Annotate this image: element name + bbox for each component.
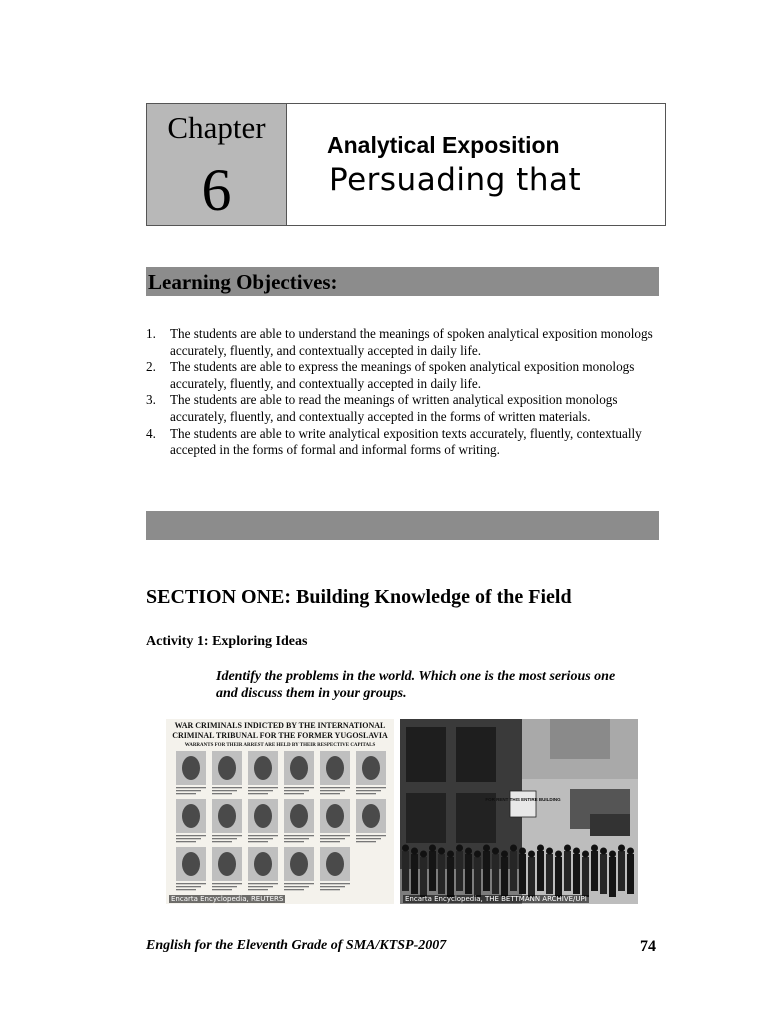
person-figure <box>618 851 625 891</box>
mugshot-face <box>326 756 344 780</box>
war-criminals-poster-image <box>166 719 394 904</box>
mugshot-caption-line <box>212 793 232 794</box>
objective-item: 3. The students are able to read the meanings of written analytical exposition monologs accurately, fluently, and contextually accepted in the forms of written materials. <box>146 392 618 424</box>
person-figure <box>591 851 598 891</box>
chapter-number: 6 <box>201 157 232 223</box>
person-head <box>627 848 634 855</box>
depression-street-photo <box>400 719 638 904</box>
mugshot-face <box>218 804 236 828</box>
person-head <box>447 851 454 858</box>
person-figure <box>492 854 499 894</box>
mugshot-caption-line <box>284 790 309 791</box>
mugshot-caption-line <box>176 838 201 839</box>
mugshot-caption-line <box>248 787 278 788</box>
chapter-header <box>146 103 666 226</box>
person-figure <box>465 854 472 894</box>
person-head <box>411 848 418 855</box>
page-number: 74 <box>640 938 656 955</box>
person-figure <box>420 857 427 897</box>
person-figure <box>582 857 589 897</box>
person-head <box>474 851 481 858</box>
person-figure <box>447 857 454 897</box>
mugshot-caption-line <box>212 790 237 791</box>
mugshot-caption-line <box>212 787 242 788</box>
person-figure <box>510 851 517 891</box>
person-head <box>483 845 490 852</box>
activity-instruction: Identify the problems in the world. Which one is the most serious one and discuss them in your groups. <box>216 669 616 701</box>
mugshot-caption-line <box>320 787 350 788</box>
person-figure <box>609 857 616 897</box>
mugshot-face <box>362 804 380 828</box>
chapter-title: Analytical Exposition <box>327 132 560 158</box>
mugshot-grid <box>176 751 386 890</box>
mugshot-caption-line <box>248 793 268 794</box>
person-figure <box>474 857 481 897</box>
mugshot-face <box>218 756 236 780</box>
objective-item: 2. The students are able to express the meanings of spoken analytical exposition monologs accurately, fluently, and contextually accepted in daily life. <box>146 359 635 391</box>
right-image-caption: Encarta Encyclopedia, THE BETTMANN ARCHIVE/UPI <box>405 895 587 903</box>
mugshot-face <box>182 804 200 828</box>
mugshot-caption-line <box>176 835 206 836</box>
mugshot-caption-line <box>356 835 386 836</box>
mugshot-caption-line <box>176 883 206 884</box>
person-head <box>564 845 571 852</box>
mugshot-caption-line <box>212 838 237 839</box>
person-head <box>609 851 616 858</box>
person-figure <box>600 854 607 894</box>
person-figure <box>456 851 463 891</box>
mugshot-caption-line <box>284 835 314 836</box>
person-head <box>528 851 535 858</box>
mugshot-caption-line <box>176 841 196 842</box>
person-head <box>537 845 544 852</box>
mugshot-face <box>362 756 380 780</box>
person-figure <box>438 854 445 894</box>
mugshot-caption-line <box>212 889 232 890</box>
mugshot-caption-line <box>320 835 350 836</box>
person-head <box>492 848 499 855</box>
person-head <box>591 845 598 852</box>
person-figure <box>429 851 436 891</box>
person-head <box>429 845 436 852</box>
objective-item: 4. The students are able to write analytical exposition texts accurately, fluently, contextually accepted in the forms of formal and informal forms of writing. <box>146 425 642 458</box>
mugshot-caption-line <box>284 787 314 788</box>
objectives-list <box>146 326 656 459</box>
mugshot-caption-line <box>284 841 304 842</box>
mugshot-face <box>290 756 308 780</box>
person-head <box>618 845 625 852</box>
person-head <box>582 851 589 858</box>
objective-item: 1. The students are able to understand the meanings of spoken analytical exposition monologs accurately, fluently, and contextually accepted in daily life. <box>146 326 653 358</box>
person-figure <box>564 851 571 891</box>
person-figure <box>528 857 535 897</box>
mugshot-caption-line <box>176 793 196 794</box>
mugshot-caption-line <box>284 838 309 839</box>
poster-header-line3: WARRANTS FOR THEIR ARREST ARE HELD BY THEIR RESPECTIVE CAPITALS <box>184 743 376 748</box>
left-image-caption: Encarta Encyclopedia, REUTERS <box>171 895 284 903</box>
mugshot-caption-line <box>356 793 376 794</box>
chapter-number-panel <box>147 104 287 225</box>
footer-book-title: English for the Eleventh Grade of SMA/KTSP-2007 <box>146 938 447 953</box>
mugshot-caption-line <box>284 886 309 887</box>
mugshot-caption-line <box>320 841 340 842</box>
poster-header-line1: WAR CRIMINALS INDICTED BY THE INTERNATIONAL <box>174 721 386 730</box>
mugshot-caption-line <box>356 838 381 839</box>
mugshot-face <box>254 756 272 780</box>
person-head <box>438 848 445 855</box>
person-head <box>456 845 463 852</box>
mugshot-caption-line <box>356 841 376 842</box>
mugshot-caption-line <box>320 889 340 890</box>
person-head <box>519 848 526 855</box>
for-rent-sign <box>510 791 536 817</box>
person-figure <box>546 854 553 894</box>
chapter-title-panel <box>287 104 665 225</box>
divider-bar <box>146 511 659 540</box>
mugshot-caption-line <box>248 838 273 839</box>
mugshot-caption-line <box>248 886 273 887</box>
poster-header-line2: CRIMINAL TRIBUNAL FOR THE FORMER YUGOSLAVIA <box>172 731 388 740</box>
person-figure <box>519 854 526 894</box>
mugshot-face <box>182 852 200 876</box>
mugshot-caption-line <box>212 883 242 884</box>
mugshot-caption-line <box>212 835 242 836</box>
mugshot-caption-line <box>356 790 381 791</box>
for-rent-sign-text: FOR RENT THIS ENTIRE BUILDING <box>485 797 561 802</box>
mugshot-caption-line <box>320 886 345 887</box>
mugshot-face <box>290 852 308 876</box>
mugshot-caption-line <box>176 790 201 791</box>
person-figure <box>555 857 562 897</box>
person-head <box>573 848 580 855</box>
mugshot-caption-line <box>284 883 314 884</box>
mugshot-caption-line <box>248 889 268 890</box>
mugshot-caption-line <box>176 787 206 788</box>
mugshot-caption-line <box>248 790 273 791</box>
mugshot-caption-line <box>248 835 278 836</box>
mugshot-caption-line <box>284 889 304 890</box>
person-head <box>600 848 607 855</box>
mugshot-caption-line <box>284 793 304 794</box>
person-figure <box>483 851 490 891</box>
person-head <box>420 851 427 858</box>
person-head <box>465 848 472 855</box>
person-head <box>555 851 562 858</box>
person-figure <box>537 851 544 891</box>
person-head <box>402 845 409 852</box>
objectives-heading: Learning Objectives: <box>148 270 338 294</box>
mugshot-face <box>326 804 344 828</box>
mugshot-caption-line <box>176 886 201 887</box>
mugshot-caption-line <box>176 889 196 890</box>
mugshot-caption-line <box>248 883 278 884</box>
mugshot-face <box>254 804 272 828</box>
person-figure <box>402 851 409 891</box>
mugshot-caption-line <box>356 787 386 788</box>
mugshot-face <box>218 852 236 876</box>
person-head <box>501 851 508 858</box>
mugshot-caption-line <box>320 793 340 794</box>
person-figure <box>627 854 634 894</box>
section-title: SECTION ONE: Building Knowledge of the Field <box>146 586 572 608</box>
mugshot-caption-line <box>212 886 237 887</box>
activity-title: Activity 1: Exploring Ideas <box>146 634 308 649</box>
mugshot-caption-line <box>320 838 345 839</box>
mugshot-face <box>254 852 272 876</box>
mugshot-caption-line <box>320 883 350 884</box>
person-figure <box>573 854 580 894</box>
chapter-subtitle: Persuading that <box>329 162 582 198</box>
chapter-label: Chapter <box>167 110 266 145</box>
person-head <box>510 845 517 852</box>
person-head <box>546 848 553 855</box>
mugshot-caption-line <box>248 841 268 842</box>
mugshot-face <box>182 756 200 780</box>
person-figure <box>411 854 418 894</box>
mugshot-face <box>326 852 344 876</box>
mugshot-caption-line <box>320 790 345 791</box>
mugshot-caption-line <box>212 841 232 842</box>
mugshot-face <box>290 804 308 828</box>
person-figure <box>501 857 508 897</box>
